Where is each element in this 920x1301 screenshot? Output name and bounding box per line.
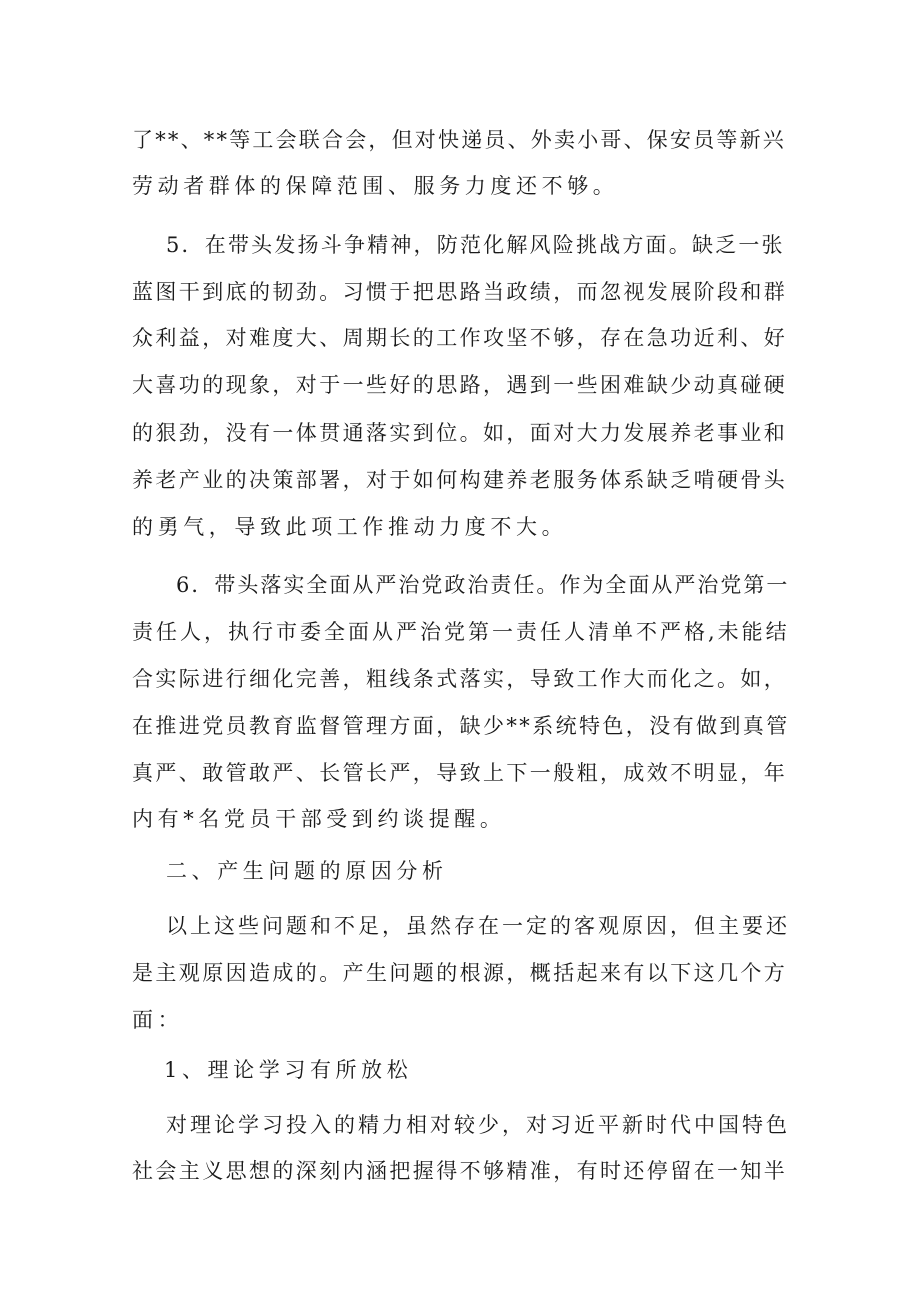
paragraph-5-line-7: 的勇气，导致此项工作推动力度不大。	[132, 515, 568, 539]
causes-paragraph-line-2: 是主观原因造成的。产生问题的根源，概括起来有以下这几个方	[132, 961, 788, 985]
paragraph-5-line-4: 大喜功的现象，对于一些好的思路，遇到一些困难缺少动真碰硬	[132, 373, 788, 397]
paragraph-5-line-2: 蓝图干到底的韧劲。习惯于把思路当政绩，而忽视发展阶段和群	[132, 280, 788, 304]
paragraph-6-line-4: 在推进党员教育监督管理方面，缺少**系统特色，没有做到真管	[132, 714, 790, 738]
paragraph-5-line-1: 5．在带头发扬斗争精神，防范化解风险挑战方面。缺乏一张	[166, 233, 785, 257]
paragraph-6-line-6: 内有*名党员干部受到约谈提醒。	[132, 807, 506, 831]
subheading-theory-study: 1、理论学习有所放松	[164, 1058, 413, 1082]
section-heading-causes: 二、产生问题的原因分析	[166, 859, 448, 883]
paragraph-5-line-3: 众利益，对难度大、周期长的工作攻坚不够，存在急功近利、好	[132, 326, 788, 350]
paragraph-5-line-6: 养老产业的决策部署，对于如何构建养老服务体系缺乏啃硬骨头	[132, 468, 788, 492]
paragraph-6-line-1: 6．带头落实全面从严治党政治责任。作为全面从严治党第一	[176, 573, 790, 597]
theory-paragraph-line-2: 社会主义思想的深刻内涵把握得不够精准，有时还停留在一知半	[132, 1159, 788, 1183]
paragraph-6-line-2: 责任人，执行市委全面从严治党第一责任人清单不严格,未能结	[132, 620, 790, 644]
paragraph-6-line-5: 真严、敢管敢严、长管长严，导致上下一般粗，成效不明显，年	[132, 761, 788, 785]
causes-paragraph-line-1: 以上这些问题和不足，虽然存在一定的客观原因，但主要还	[166, 914, 790, 938]
paragraph-6-line-3: 合实际进行细化完善，粗线条式落实，导致工作大而化之。如，	[132, 667, 788, 691]
causes-paragraph-line-3: 面：	[132, 1008, 184, 1032]
paragraph-5-line-5: 的狠劲，没有一体贯通落实到位。如，面对大力发展养老事业和	[132, 421, 788, 445]
text-line-1: 了**、**等工会联合会，但对快递员、外卖小哥、保安员等新兴	[132, 128, 786, 152]
theory-paragraph-line-1: 对理论学习投入的精力相对较少，对习近平新时代中国特色	[166, 1113, 790, 1137]
text-line-2: 劳动者群体的保障范围、服务力度还不够。	[132, 174, 619, 198]
